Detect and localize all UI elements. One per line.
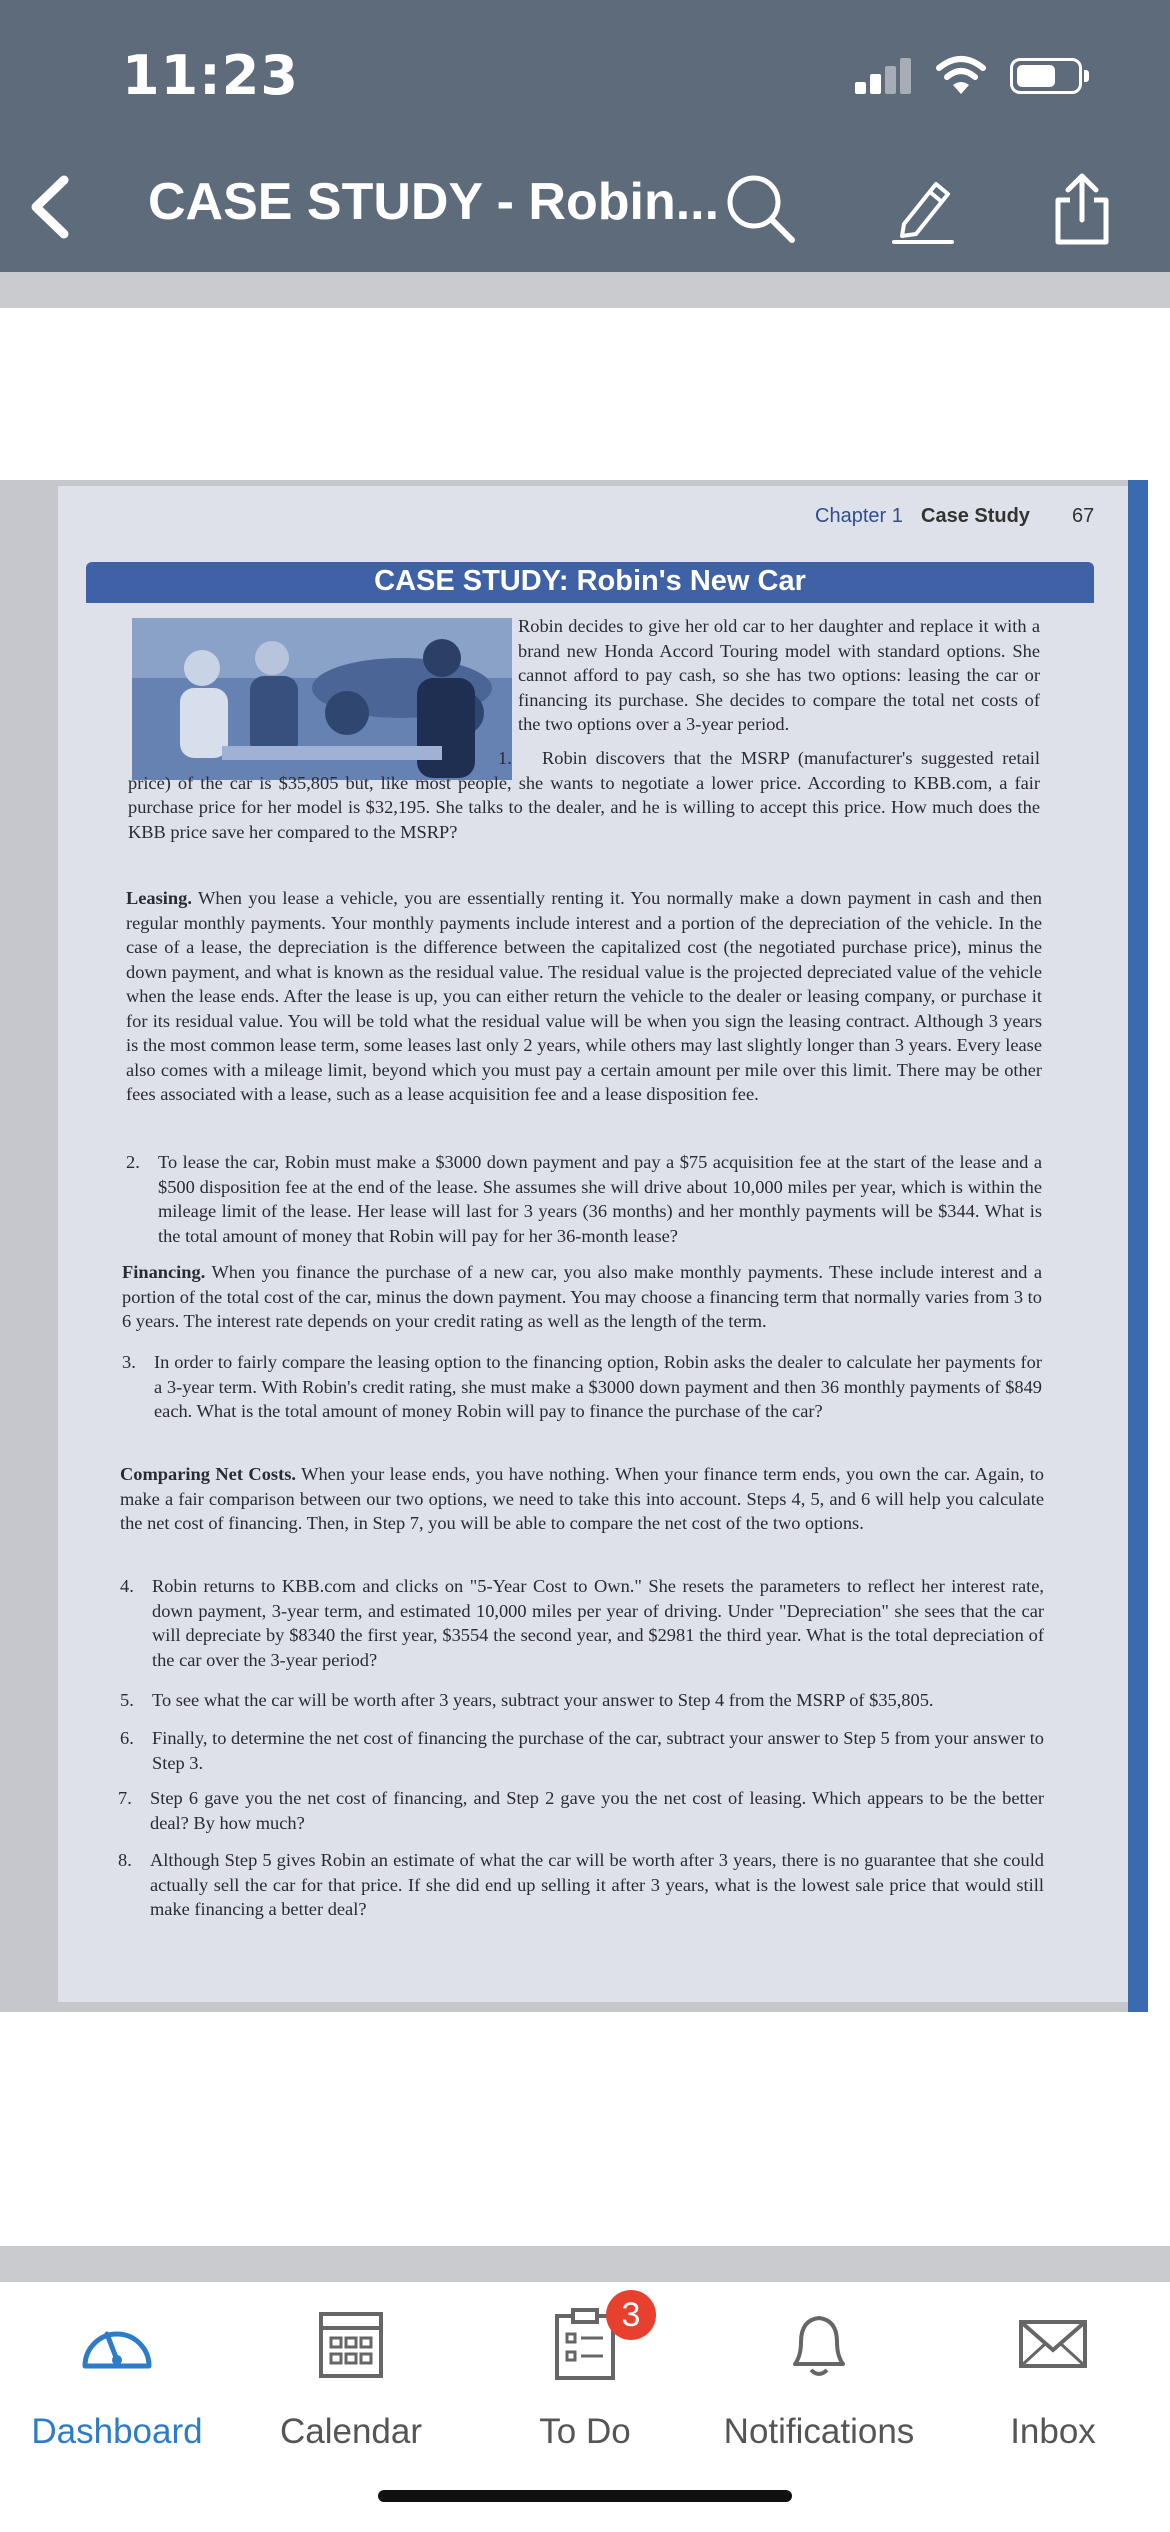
question-3: 3. In order to fairly compare the leasing option to the financing option, Robin asks the dealer to calculate her payments for a 3-year term. With Robin's credit rating, she must make a $3000 down payment and then 36 monthly payments of $849 each. What is the total amount of money Robin will pay to finance the purchase of the car? bbox=[122, 1352, 1042, 1421]
banner-rule bbox=[86, 600, 1094, 603]
todo-badge: 3 bbox=[606, 2290, 656, 2340]
financing-heading: Financing. bbox=[122, 1262, 206, 1282]
financing-paragraph: Financing. When you finance the purchase of a new car, you also make monthly payments. These include interest and a portion of the total cost of the car, minus the down payment. You may choose a financing term that normally varies from 3 to 6 years. The interest rate depends on your credit rating as well as the length of the term. bbox=[122, 1262, 1042, 1331]
wifi-icon bbox=[936, 54, 986, 96]
tab-notifications[interactable]: Notifications bbox=[702, 2290, 936, 2452]
question-4: 4. Robin returns to KBB.com and clicks on "5-Year Cost to Own." She resets the parameters to reflect her interest rate, down payment, 3-year term, and estimated 10,000 miles per year of driving. Under "Depreciation" she sees that the car will depreciate by $8340 the first year, $3554 the second year, and $2981 the third year. What is the total depreciation of the car over the 3-year period? bbox=[120, 1576, 1044, 1670]
share-icon[interactable] bbox=[1044, 170, 1120, 246]
tab-dashboard[interactable]: Dashboard bbox=[0, 2290, 234, 2452]
question-5: 5. To see what the car will be worth after 3 years, subtract your answer to Step 4 from the MSRP of $35,805. bbox=[120, 1690, 934, 1710]
tab-inbox[interactable]: Inbox bbox=[936, 2290, 1170, 2452]
search-icon[interactable] bbox=[722, 170, 798, 246]
chapter-label: Chapter 1 bbox=[815, 505, 903, 527]
case-study-banner: CASE STUDY: Robin's New Car bbox=[86, 562, 1094, 600]
intro-paragraph: Robin decides to give her old car to her daughter and replace it with a brand new Honda Accord Touring model with standard options. She cannot afford to pay cash, so she has two options: leasing the car or financing its purchase. She decides to compare the total net costs of the two options over a 3-year period. bbox=[518, 616, 1040, 734]
question-6: 6. Finally, to determine the net cost of financing the purchase of the car, subtract your answer to Step 5 from your answer to Step 3. bbox=[120, 1728, 1044, 1773]
bell-icon bbox=[779, 2304, 859, 2384]
back-chevron-icon[interactable] bbox=[20, 172, 80, 242]
nav-title: CASE STUDY - Robin... bbox=[148, 173, 720, 231]
question-8: 8. Although Step 5 gives Robin an estimate of what the car will be worth after 3 years, there is no guarantee that she could actually sell the car for that price. If she did end up selling it after 3 years, what is the lowest sale price that would still make financing a better deal? bbox=[118, 1850, 1044, 1919]
leasing-heading: Leasing. bbox=[126, 888, 192, 908]
cellular-signal-icon bbox=[855, 58, 913, 94]
envelope-icon bbox=[1013, 2304, 1093, 2384]
leasing-paragraph: Leasing. When you lease a vehicle, you are essentially renting it. You normally make a down payment in cash and then regular monthly payments. Your monthly payments include interest and a portion of the depreciation of the vehicle. In the case of a lease, the depreciation is the difference between the capitalized cost (the negotiated purchase price), minus the down payment, and what is known as the residual value. The residual value is the projected depreciated value of the vehicle when the lease ends. After the lease is up, you can either return the vehicle to the dealer or leasing company, or purchase it for its residual value. You will be told what the residual value will be when you sign the leasing contract. Although 3 years is the most common lease term, some leases last only 2 years, while others may last slightly longer than 3 years. Every lease also comes with a mileage limit, beyond which you must pay a certain amount per mile over this limit. There may be other fees associated with a lease, such as a lease acquisition fee and a lease disposition fee. bbox=[126, 888, 1042, 1104]
question-1: 1. Robin discovers that the MSRP (manufacturer's suggested retail price) of the car is $35,805 but, like most people, she wants to negotiate a lower price. According to KBB.com, a fair purchase price for her model is $32,195. She talks to the dealer, and he is willing to accept this price. How much does the KBB price save her compared to the MSRP? bbox=[128, 748, 1040, 842]
divider bbox=[0, 272, 1170, 308]
page-number: 67 bbox=[1072, 505, 1095, 527]
question-2: 2. To lease the car, Robin must make a $3000 down payment and pay a $75 acquisition fee at the start of the lease and a $500 disposition fee at the end of the lease. She assumes she will drive about 10,000 miles per year, which is within the mileage limit of the lease. Her lease will last for 3 years (36 months) and her monthly payments will be $344. What is the total amount of money that Robin will pay for her 36-month lease? bbox=[126, 1152, 1042, 1246]
divider bbox=[0, 2246, 1170, 2282]
page-edge bbox=[1128, 480, 1148, 2012]
home-indicator[interactable] bbox=[378, 2490, 792, 2502]
status-time: 11:23 bbox=[122, 44, 299, 107]
tab-calendar[interactable]: Calendar bbox=[234, 2290, 468, 2452]
calendar-icon bbox=[311, 2304, 391, 2384]
question-7: 7. Step 6 gave you the net cost of financing, and Step 2 gave you the net cost of leasing. Which appears to be the better deal? By how much? bbox=[118, 1788, 1044, 1833]
battery-icon bbox=[1010, 58, 1082, 94]
tab-todo[interactable]: 3 To Do bbox=[468, 2290, 702, 2452]
comparing-heading: Comparing Net Costs. bbox=[120, 1464, 296, 1484]
case-study-label: Case Study bbox=[921, 505, 1030, 527]
dashboard-gauge-icon bbox=[77, 2304, 157, 2384]
annotate-pencil-icon[interactable] bbox=[882, 170, 958, 246]
comparing-paragraph: Comparing Net Costs. When your lease ends, you have nothing. When your finance term ends, you own the car. Again, to make a fair comparison between our two options, we need to take this into account. Steps 4, 5, and 6 will help you calculate the net cost of financing. Then, in Step 7, you will be able to compare the net cost of the two options. bbox=[120, 1464, 1045, 1533]
